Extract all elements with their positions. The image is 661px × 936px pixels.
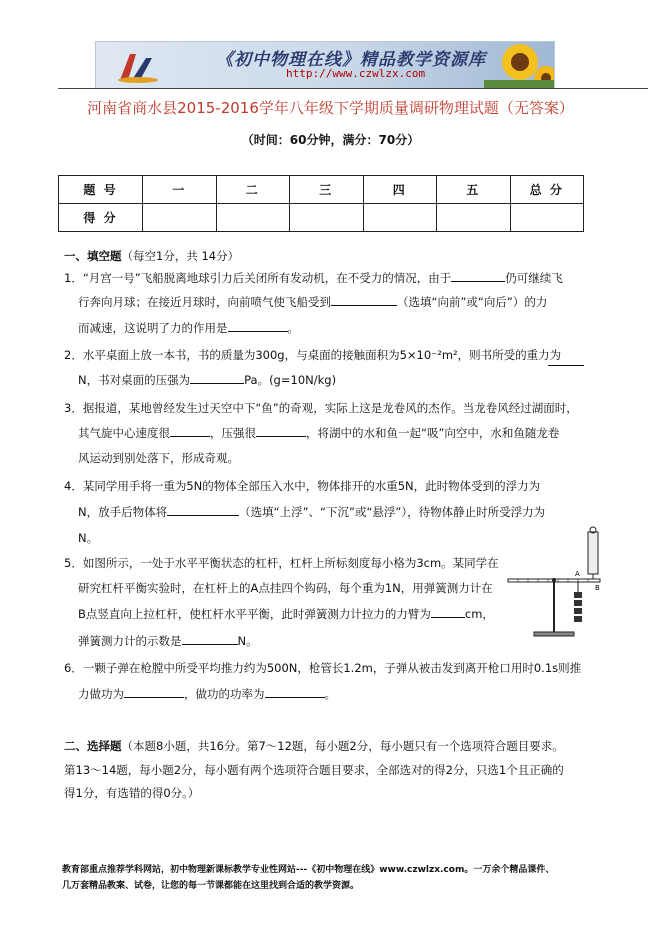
q6-text: ，做功的功率为 xyxy=(184,687,265,701)
section1-heading: 一、填空题 xyxy=(64,249,122,263)
q1-blank-3[interactable] xyxy=(228,318,288,332)
q1-text: 行奔向月球；在接近月球时，向前喷气使飞船受到 xyxy=(78,295,331,309)
section2-line1 xyxy=(64,736,564,756)
q5-text: B点竖直向上拉杠杆，使杠杆水平平衡，此时弹簧测力计拉力的力臂为 xyxy=(78,607,431,621)
q4-text: N。 xyxy=(78,531,99,545)
score-cell[interactable] xyxy=(510,204,584,232)
q6-line1 xyxy=(64,658,581,678)
q2-blank-1[interactable] xyxy=(548,352,584,366)
section1-heading-line xyxy=(64,246,239,266)
q2-text: Pa。(g=10N/kg) xyxy=(244,373,337,387)
header-banner xyxy=(95,41,555,89)
q4-text: （选填“上浮”、“下沉”或“悬浮”），待物体静止时所受浮力为 xyxy=(239,505,546,519)
header-cell: 三 xyxy=(290,176,364,204)
footer-line: 几万套精品教案、试卷，让您的每一节课都能在这里找到合适的教学资源。 xyxy=(62,881,360,891)
lever-base xyxy=(534,632,574,636)
q4-line3 xyxy=(78,528,98,548)
q1-text: 而减速，这说明了力的作用是 xyxy=(78,321,228,335)
header-cell: 总 分 xyxy=(510,176,584,204)
header-cell: 二 xyxy=(216,176,290,204)
sunflower-icon xyxy=(484,42,554,88)
q1-text: （选填“向前”或“向后”）的力 xyxy=(397,295,548,309)
q6-blank-2[interactable] xyxy=(265,684,325,698)
q3-line2 xyxy=(78,423,559,443)
q5-text: 研究杠杆平衡实验时，在杠杆上的A点挂四个钩码，每个重为1N，用弹簧测力计在 xyxy=(78,581,493,595)
q5-blank-2[interactable] xyxy=(182,631,238,645)
hook-weight xyxy=(574,592,582,598)
q1-text: 1．“月宫一号”飞船脱离地球引力后关闭所有发动机，在不受力的情况，由于 xyxy=(64,271,452,285)
q6-text: 力做功为 xyxy=(78,687,124,701)
section2-heading: 二、选择题 xyxy=(64,739,122,753)
q3-text: 其气旋中心速度很 xyxy=(78,426,170,440)
section2-text: 第13～14题，每小题2分，每小题有两个选项符合题目要求，全部选对的得2分，只选1个且正确的 xyxy=(64,763,564,777)
q1-blank-1[interactable] xyxy=(451,268,505,282)
q5-blank-1[interactable] xyxy=(431,604,465,618)
q2-text: N，书对桌面的压强为 xyxy=(78,373,191,387)
q1-line2 xyxy=(78,292,547,312)
q3-text: ，将湖中的水和鱼一起“吸”向空中，水和鱼随龙卷 xyxy=(306,426,560,440)
exam-subtitle: （时间：60分钟，满分：70分） xyxy=(241,133,420,147)
q2-text: 2．水平桌面上放一本书，书的质量为300g，与桌面的接触面积为5×10⁻²m²，则书所受的重力为 xyxy=(64,348,562,362)
q2-line2 xyxy=(78,370,336,390)
q3-line1 xyxy=(64,398,578,418)
q1-line3 xyxy=(78,318,299,338)
q4-line1 xyxy=(64,476,540,496)
q1-text: 仍可继续飞 xyxy=(505,271,563,285)
q1-line1 xyxy=(64,268,563,288)
q4-blank-2[interactable] xyxy=(167,502,239,516)
q3-text: 风运动到别处落下，形成奇观。 xyxy=(78,451,239,465)
hook-weight xyxy=(574,600,582,606)
q5-line2 xyxy=(78,578,493,598)
q5-line4 xyxy=(78,631,258,651)
footer-line: 教育部重点推荐学科网站，初中物理新课标教学专业性网站---《初中物理在线》www.czwlzx.com。一万余个精品课件、 xyxy=(62,865,555,875)
q1-blank-2[interactable] xyxy=(331,292,397,306)
label-a: A xyxy=(575,570,580,578)
q6-text: 。 xyxy=(324,687,336,701)
q4-text: 4．某同学用手将一重为5N的物体全部压入水中，物体排开的水重5N，此时物体受到的浮力为 xyxy=(64,479,541,493)
score-cell[interactable] xyxy=(290,204,364,232)
score-table-score-row xyxy=(59,204,584,232)
q1-text: 。 xyxy=(287,321,299,335)
section2-text: （本题8小题，共16分。第7～12题，每小题2分，每小题只有一个选项符合题目要求。 xyxy=(121,739,564,753)
q5-text: N。 xyxy=(237,634,258,648)
header-cell: 题 号 xyxy=(59,176,143,204)
page-footer xyxy=(62,862,554,894)
q3-blank-2[interactable] xyxy=(256,423,306,437)
hook-weight xyxy=(574,616,582,622)
score-table-header-row xyxy=(59,176,584,204)
header-rule xyxy=(58,88,648,89)
q5-line1 xyxy=(64,553,499,573)
section1-note: （每空1分，共 14分） xyxy=(121,249,240,263)
q6-line2 xyxy=(78,684,336,704)
q5-text: cm， xyxy=(464,607,494,621)
score-cell[interactable] xyxy=(143,204,217,232)
header-cell: 一 xyxy=(143,176,217,204)
site-logo-icon xyxy=(116,48,160,84)
score-cell[interactable] xyxy=(363,204,437,232)
q6-text: 6．一颗子弹在枪膛中所受平均推力约为500N，枪管长1.2m，子弹从被击发到离开枪口用时0.1s则推 xyxy=(64,661,582,675)
hook-weight xyxy=(574,608,582,614)
lever-figure xyxy=(506,526,602,640)
header-cell: 四 xyxy=(363,176,437,204)
q5-line3 xyxy=(78,604,494,624)
row-label-cell: 得 分 xyxy=(59,204,143,232)
lever-pivot xyxy=(552,578,556,582)
q3-text: ，压强很 xyxy=(210,426,256,440)
q3-text: 3．据报道，某地曾经发生过天空中下“鱼”的奇观，实际上这是龙卷风的杰作。当龙卷风经过湖面时， xyxy=(64,401,578,415)
q5-text: 5．如图所示，一处于水平平衡状态的杠杆，杠杆上所标刻度每小格为3cm。某同学在 xyxy=(64,556,499,570)
banner-title: 《初中物理在线》精品教学资源库 xyxy=(216,50,486,70)
q3-blank-1[interactable] xyxy=(170,423,210,437)
label-b: B xyxy=(595,584,600,592)
q3-line3 xyxy=(78,448,239,468)
q4-text: N，放手后物体将 xyxy=(78,505,168,519)
section2-text: 得1分，有选错的得0分。） xyxy=(64,786,200,800)
q4-line2 xyxy=(78,502,545,522)
q6-blank-1[interactable] xyxy=(124,684,184,698)
score-cell[interactable] xyxy=(437,204,511,232)
score-table xyxy=(58,175,584,232)
q5-text: 弹簧测力计的示数是 xyxy=(78,634,182,648)
score-cell[interactable] xyxy=(216,204,290,232)
spring-scale-icon xyxy=(588,532,598,574)
section2-line3 xyxy=(64,783,199,803)
banner-url[interactable]: http://www.czwlzx.com xyxy=(286,67,426,80)
exam-title: 河南省商水县2015-2016学年八年级下学期质量调研物理试题（无答案） xyxy=(87,99,574,117)
q2-line1 xyxy=(64,345,561,365)
q2-blank-2[interactable] xyxy=(190,370,244,384)
header-cell: 五 xyxy=(437,176,511,204)
section2-line2 xyxy=(64,760,564,780)
